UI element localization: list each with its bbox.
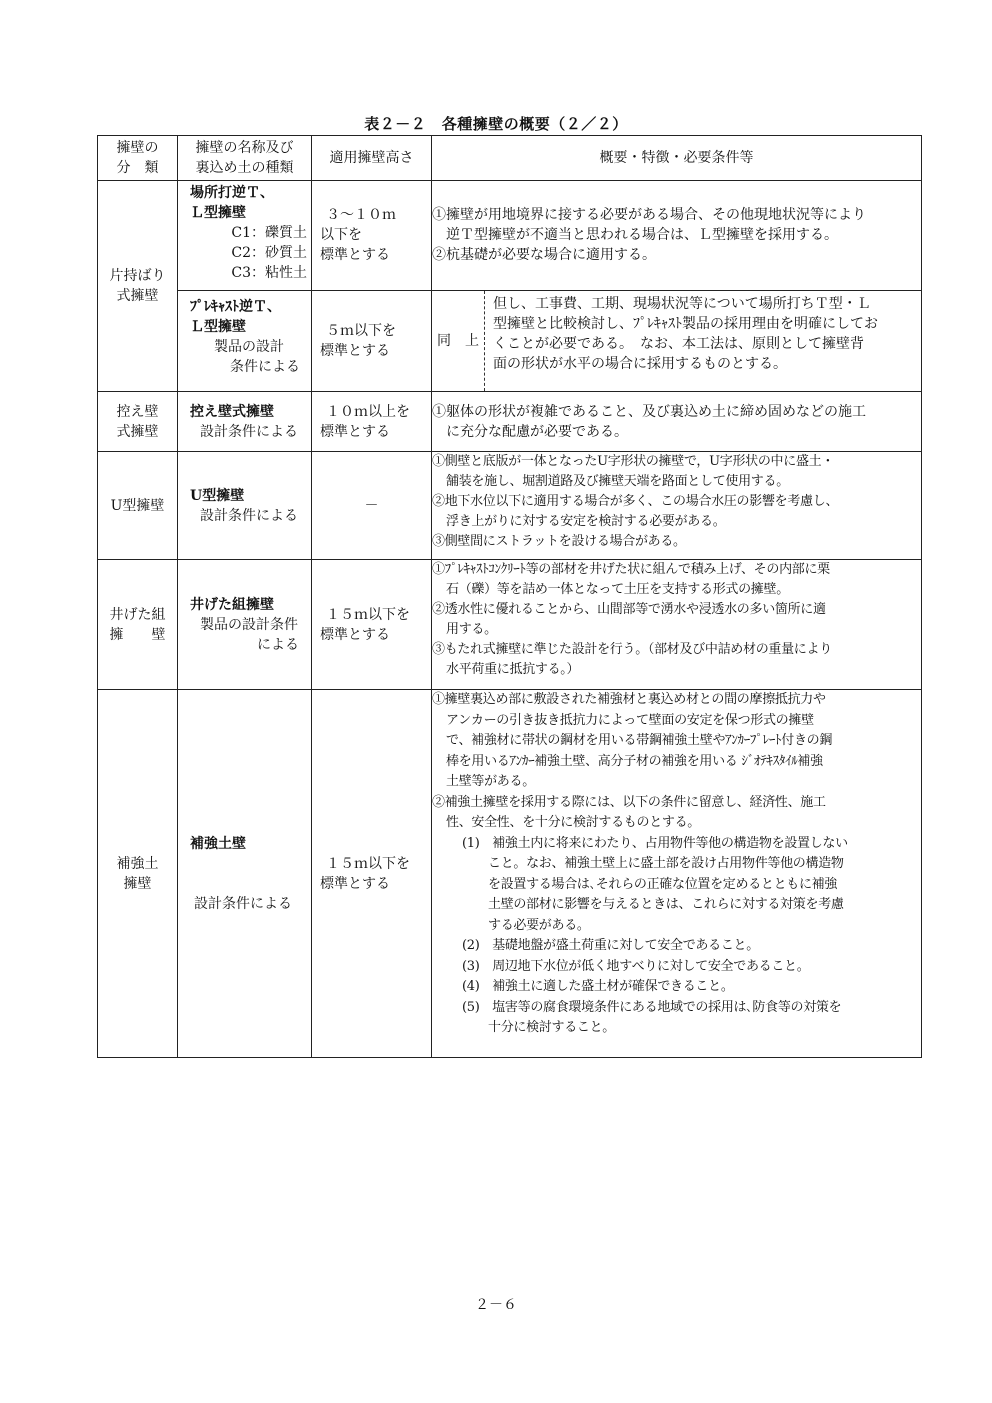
description-cell: ①擁壁が用地境界に接する必要がある場合、その他現地状況等により 逆Ｔ型擁壁が不適当と思われる場合は、Ｌ型擁壁を採用する。 ②杭基礎が必要な場合に適用する。 bbox=[432, 181, 922, 291]
height-cell: １５ｍ以下を 標準とする bbox=[312, 560, 432, 690]
name-cell: 井げた組擁壁 製品の設計条件 による bbox=[178, 560, 312, 690]
table-row bbox=[98, 181, 922, 291]
description-cell: ①躯体の形状が複雑であること、及び裏込め土に締め固めなどの施工 に充分な配慮が必要である。 bbox=[432, 392, 922, 452]
header-name: 擁壁の名称及び 裏込め土の種類 bbox=[178, 136, 312, 181]
header-height: 適用擁壁高さ bbox=[312, 136, 432, 181]
table-row bbox=[98, 452, 922, 560]
height-cell: － bbox=[312, 452, 432, 560]
description-cell: ①擁壁裏込め部に敷設された補強材と裏込め材との間の摩擦抵抗力や アンカーの引き抜き抵抗力によって壁面の安定を保つ形式の擁壁 で、補強材に帯状の鋼材を用いる帯鋼補強土壁やｱﾝｶｰﾌﾟﾚｰﾄ付きの鋼 棒を用いるｱﾝｶｰ補強土壁、高分子材の補強を用いる ｼﾞｵﾃｷｽﾀｲﾙ補強 土壁等がある。 ②補強土擁壁を採用する際には、以下の条件に留意し、経済性、施工 性、安全性、を十分に検討するものとする。 (1) 補強土内に将来にわたり、占用物件等他の構造物を設置しない こと。なお、補強土壁上に盛土部を設け占用物件等他の構造物 を設置する場合は､それらの正確な位置を定めるとともに補強 土壁の部材に影響を与えるときは、これらに対する対策を考慮 する必要がある。 (2) 基礎地盤が盛土荷重に対して安全であること。 (3) 周辺地下水位が低く地すべりに対して安全であること。 (4) 補強土に適した盛土材が確保できること。 (5) 塩害等の腐食環境条件にある地域での採用は､防食等の対策を 十分に検討すること。 bbox=[432, 690, 922, 1058]
description-cell bbox=[432, 291, 922, 392]
header-category: 擁壁の 分 類 bbox=[98, 136, 178, 181]
height-cell: ３～１０ｍ 以下を 標準とする bbox=[312, 181, 432, 291]
category-cell: 控え壁 式擁壁 bbox=[98, 392, 178, 452]
category-cell: 井げた組 擁 壁 bbox=[98, 560, 178, 690]
description-cell: ①側壁と底版が一体となったU字形状の擁壁で，U字形状の中に盛土・ 舗装を施し、堀割道路及び擁壁天端を路面として使用する。 ②地下水位以下に適用する場合が多く、この場合水圧の影響を考慮し、 浮き上がりに対する安定を検討する必要がある。 ③側壁間にストラットを設ける場合がある。 bbox=[432, 452, 922, 560]
height-cell: ５ｍ以下を 標準とする bbox=[312, 291, 432, 392]
category-cell: U型擁壁 bbox=[98, 452, 178, 560]
height-cell: １５ｍ以下を 標準とする bbox=[312, 690, 432, 1058]
table-row bbox=[98, 690, 922, 1058]
same-as-above-label: 同 上 bbox=[437, 333, 479, 349]
table-row bbox=[98, 560, 922, 690]
table-title: 表２－２ 各種擁壁の概要（２／２） bbox=[364, 115, 628, 133]
description-text: 但し、工事費、工期、現場状況等について場所打ちＴ型・Ｌ 型擁壁と比較検討し、ﾌﾟﾚｷｬｽﾄ製品の採用理由を明確にしてお くことが必要である。 なお、本工法は、原則として擁壁背 面の形状が水平の場合に採用するものとする。 bbox=[484, 291, 921, 391]
name-cell: 場所打逆Ｔ、 Ｌ型擁壁 C1：礫質土 C2：砂質土 C3：粘性土 bbox=[178, 181, 312, 291]
retaining-wall-table bbox=[97, 135, 922, 1058]
header-description: 概要・特徴・必要条件等 bbox=[432, 136, 922, 181]
header-row bbox=[98, 136, 922, 181]
height-cell: １０ｍ以上を 標準とする bbox=[312, 392, 432, 452]
page-number: ２－６ bbox=[475, 1297, 517, 1313]
name-cell: 補強土壁 設計条件による bbox=[178, 690, 312, 1058]
category-cell: 片持ばり 式擁壁 bbox=[98, 181, 178, 392]
table-row bbox=[98, 291, 922, 392]
name-cell: U型擁壁 設計条件による bbox=[178, 452, 312, 560]
table-row bbox=[98, 392, 922, 452]
category-cell: 補強土 擁壁 bbox=[98, 690, 178, 1058]
name-cell: ﾌﾟﾚｷｬｽﾄ逆Ｔ、 Ｌ型擁壁 製品の設計 条件による bbox=[178, 291, 312, 392]
description-cell: ①ﾌﾟﾚｷｬｽﾄｺﾝｸﾘｰﾄ等の部材を井げた状に組んで積み上げ、その内部に栗 石（礫）等を詰め一体となって土圧を支持する形式の擁壁。 ②透水性に優れることから、山間部等で湧水や浸透水の多い箇所に適 用する。 ③もたれ式擁壁に準じた設計を行う。（部材及び中詰め材の重量により 水平荷重に抵抗する。） bbox=[432, 560, 922, 690]
name-cell: 控え壁式擁壁 設計条件による bbox=[178, 392, 312, 452]
